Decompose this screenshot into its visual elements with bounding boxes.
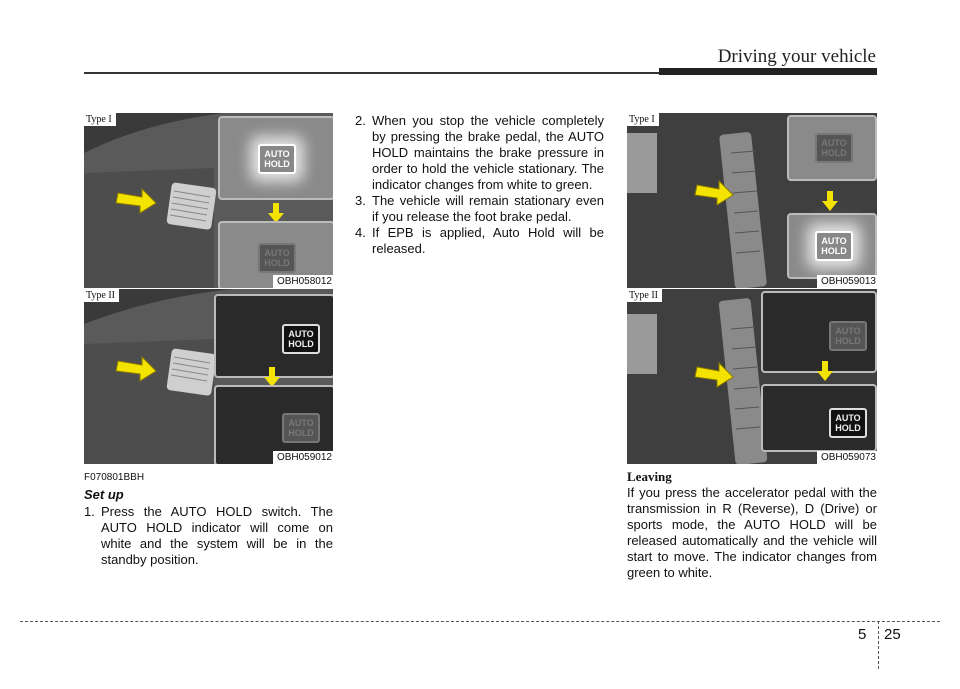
step-number: 4. [355,225,366,240]
button-text-auto: AUTO [264,248,290,258]
section-code: F070801BBH [84,472,145,483]
button-text-auto: AUTO [288,329,314,339]
step-text: When you stop the vehicle completely by pressing the brake pedal, the AUTO HOLD maintains the brake pressure in order to hold the vehicle stationary. The indicator changes from white to green. [372,113,604,192]
footer-divider [878,621,879,669]
figure-type2-left [84,289,333,464]
step-item [355,225,604,257]
step-text: If EPB is applied, Auto Hold will be released. [372,225,604,256]
header-rule [84,72,659,74]
button-text-auto: AUTO [835,413,861,423]
yellow-down-arrow [822,201,838,211]
step-text: The vehicle will remain stationary even if you release the foot brake pedal. [372,193,604,224]
button-text-auto: AUTO [835,326,861,336]
auto-hold-button [282,324,320,354]
figure-type1-left [84,113,333,288]
footer-rule [20,621,940,622]
switch-panel-bottom [787,213,877,279]
auto-hold-button-off [815,133,853,163]
button-text-hold: HOLD [288,428,314,438]
button-text-auto: AUTO [264,149,290,159]
page-number: 25 [884,626,901,643]
leaving-paragraph: If you press the accelerator pedal with the transmission in R (Reverse), D (Drive) or sports mode, the AUTO HOLD will be released automatically and the vehicle will start to move. The indicator changes from green to white. [627,485,877,580]
switch-panel-top [218,116,333,200]
figure-code: OBH058012 [273,275,333,288]
step-item [84,504,333,568]
button-text-hold: HOLD [264,258,290,268]
auto-hold-button-off [829,321,867,351]
steps-column-left [84,504,333,568]
leaving-heading: Leaving [627,469,672,484]
step-number: 2. [355,113,366,128]
auto-hold-button-off [282,413,320,443]
figure-type-label: Type II [627,289,662,302]
auto-hold-button [829,408,867,438]
button-text-auto: AUTO [821,236,847,246]
button-text-hold: HOLD [821,246,847,256]
button-text-hold: HOLD [264,159,290,169]
figure-type2-right [627,289,877,464]
switch-panel-top [761,291,877,373]
button-text-auto: AUTO [288,418,314,428]
step-item [355,193,604,225]
figure-code: OBH059012 [273,451,333,464]
figure-type-label: Type II [84,289,119,302]
step-number: 1. [84,504,95,519]
step-text: Press the AUTO HOLD switch. The AUTO HOLD indicator will come on white and the system will be in the standby position. [101,504,333,567]
step-number: 3. [355,193,366,208]
auto-hold-button-glowing [815,231,853,261]
section-subheading: Set up [84,487,124,502]
running-header: Driving your vehicle [717,46,876,67]
button-text-hold: HOLD [835,336,861,346]
auto-hold-button-glowing [258,144,296,174]
button-text-hold: HOLD [835,423,861,433]
header-rule-accent [659,68,877,75]
figure-code: OBH059013 [817,275,877,288]
switch-panel-top [214,294,333,378]
figure-code: OBH059073 [817,451,877,464]
auto-hold-button-off [258,243,296,273]
switch-panel-top [787,115,877,181]
step-item [355,113,604,193]
button-text-hold: HOLD [288,339,314,349]
switch-panel-bottom [761,384,877,452]
button-text-hold: HOLD [821,148,847,158]
yellow-down-arrow [817,371,833,381]
figure-type-label: Type I [84,113,116,126]
steps-column-middle [355,113,604,257]
figure-type1-right [627,113,877,288]
button-text-auto: AUTO [821,138,847,148]
chapter-number: 5 [858,626,867,643]
figure-type-label: Type I [627,113,659,126]
